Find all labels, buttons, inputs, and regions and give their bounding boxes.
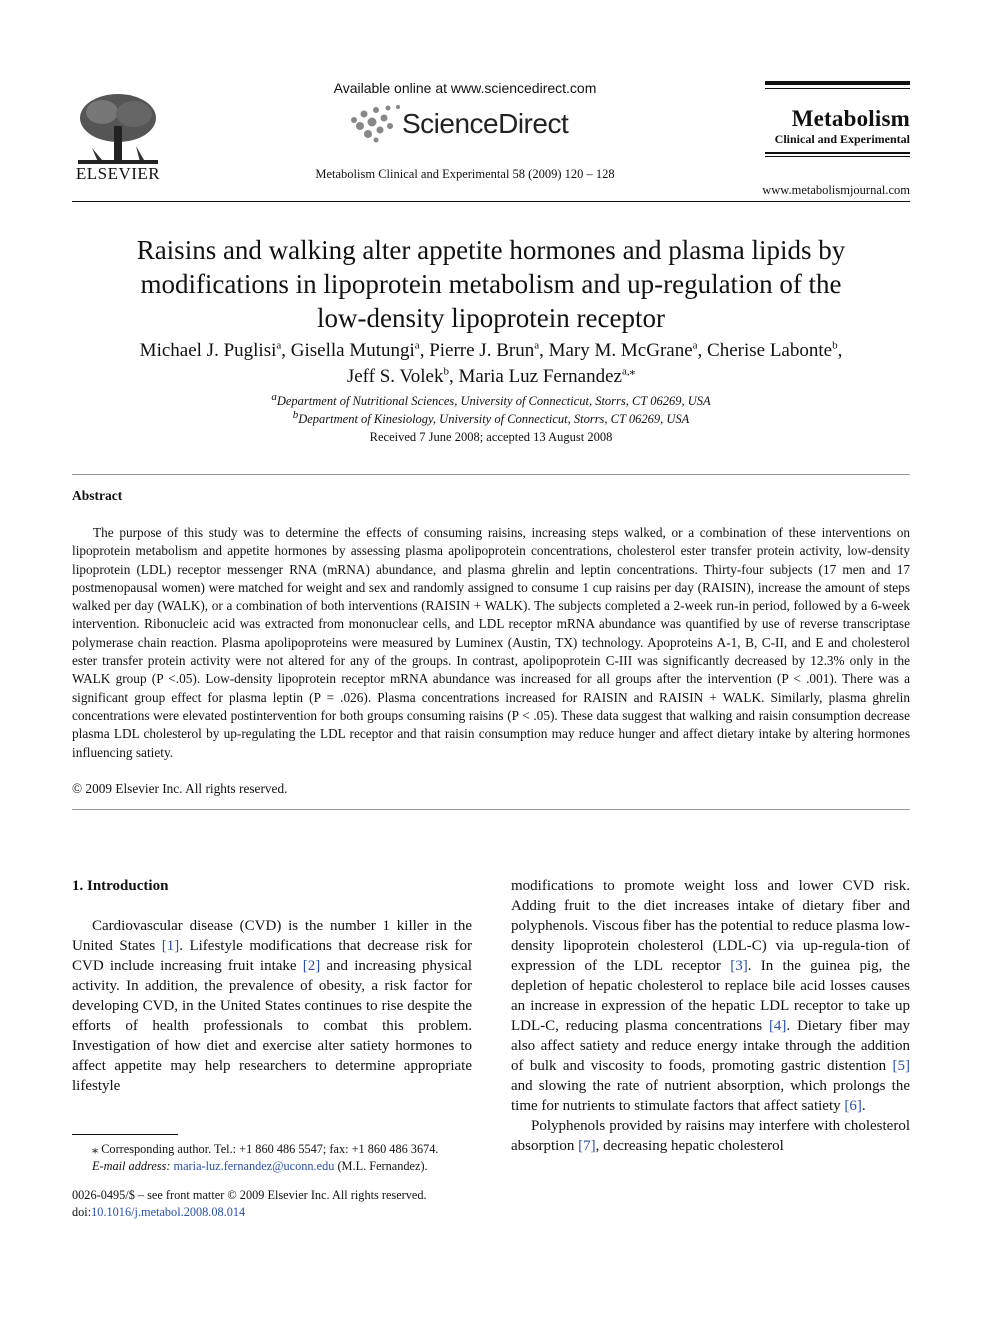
doi-line [72, 1205, 472, 1220]
text-run: Polyphenols provided by raisins may interfere with cholesterol absorption [511, 1118, 910, 1154]
header-divider [72, 201, 910, 202]
paragraph [511, 876, 910, 1116]
journal-citation: Metabolism Clinical and Experimental 58 (2009) 120 – 128 [315, 167, 615, 181]
author-affiliation-mark: a [414, 339, 420, 352]
author-separator: , [419, 340, 430, 361]
title-line: low-density lipoprotein receptor [317, 303, 665, 333]
text-run: . In the guinea pig, the depletion of hepatic cholesterol to replace bile acid losses causes an increase in expression of the hepatic LDL receptor to take up LDL-C, reducing plasma concentrations [511, 958, 910, 1034]
author-separator: , [837, 340, 843, 361]
author-name: Michael J. Puglisi [139, 340, 277, 361]
author-name: Maria Luz Fernandez [458, 366, 622, 387]
affiliation-text: Department of Kinesiology, University of Connecticut, Storrs, CT 06269, USA [298, 412, 690, 426]
doi-link[interactable]: 10.1016/j.metabol.2008.08.014 [91, 1205, 246, 1219]
email-label: E-mail address: [92, 1159, 171, 1173]
affiliation [72, 408, 910, 427]
author-affiliation-mark: a [534, 339, 540, 352]
text-run: Cardiovascular disease (CVD) is the number 1 killer in the United States [72, 918, 472, 954]
author-name: Cherise Labonte [707, 340, 833, 361]
journal-url[interactable]: www.metabolismjournal.com [762, 183, 910, 197]
author-separator: , [281, 340, 291, 361]
affiliation-mark: a [271, 390, 277, 403]
author-affiliation-mark: b [443, 365, 449, 378]
author-separator: , [539, 340, 549, 361]
abstract-text: The purpose of this study was to determine the effects of consuming raisins, increasing steps walked, or a combination of these interventions on lipoprotein metabolism and appetite hormones by assessing plasma apolipoprotein concentrations, cholesterol ester transfer protein activity, low-density lipoprotein (LDL) receptor messenger RNA (mRNA) abundance, and plasma ghrelin and leptin concentrations. Thirty-four subjects (17 men and 17 postmenopausal women) were matched for weight and sex and randomly assigned to consume 1 cup raisins per day (RAISIN), increase the amount of steps walked per day (WALK), or a combination of both interventions (RAISIN + WALK). The subjects completed a 2-week run-in period, followed by a 6-week intervention. Ribonucleic acid was extracted from mononuclear cells, and LDL receptor mRNA abundance was quantified by use of reverse transcriptase polymerase chain reaction. Plasma apolipoproteins were measured by Luminex (Austin, TX) technology. Apoproteins A-1, B, C-II, and E and cholesterol ester transfer protein activity were not altered for any of the groups. In contrast, apolipoprotein C-III was significantly decreased by 12.3% only in the WALK group (P <.05). Low-density lipoprotein receptor mRNA abundance was increased for all groups after the intervention (P < .001). There was a significant group effect for plasma leptin (P = .026). Plasma concentrations increased for RAISIN and RAISIN + WALK. Similarly, plasma ghrelin concentrations were elevated postintervention for both groups consuming raisins (P < .05). These data suggest that walking and raisin consumption decrease plasma LDL cholesterol by up-regulating the LDL receptor and that raisin consumption may reduce hunger and affect dietary intake by altering hormones influencing satiety. [72, 525, 910, 760]
author-name: Jeff S. Volek [346, 366, 444, 387]
section-heading: 1. Introduction [72, 878, 169, 894]
masthead-rule [765, 156, 910, 157]
author-affiliation-mark: a [276, 339, 282, 352]
front-matter-note: 0026-0495/$ – see front matter © 2009 Elsevier Inc. All rights reserved. [72, 1188, 427, 1202]
masthead-rule [765, 152, 910, 154]
email-note [92, 1159, 472, 1174]
citation-link[interactable]: [2] [302, 958, 321, 974]
masthead-rule [765, 88, 910, 89]
citation-link[interactable]: [4] [768, 1018, 787, 1034]
doi-label: doi: [72, 1205, 92, 1219]
paragraph [72, 916, 472, 1096]
citation-link[interactable]: [6] [844, 1098, 862, 1114]
journal-subtitle: Clinical and Experimental [774, 132, 910, 146]
paragraph [511, 1116, 910, 1156]
received-dates: Received 7 June 2008; accepted 13 August 2008 [369, 430, 613, 444]
footnote-rule [72, 1134, 178, 1135]
author-list [72, 338, 910, 390]
right-column [511, 876, 910, 1156]
abstract-top-rule [72, 474, 910, 475]
text-run: . Dietary fiber may also affect satiety and reduce energy intake through the addition of bulk and viscosity to foods, promoting gastric distention [511, 1018, 910, 1074]
title-line: Raisins and walking alter appetite hormones and plasma lipids by [136, 235, 846, 265]
author-affiliation-mark: a [692, 339, 698, 352]
author-affiliation-mark: a,⁎ [622, 365, 636, 378]
left-column [72, 876, 472, 1096]
email-suffix: (M.L. Fernandez). [334, 1159, 428, 1173]
corresponding-author-note: ⁎ Corresponding author. Tel.: +1 860 486 5547; fax: +1 860 486 3674. [92, 1142, 439, 1156]
author-name: Mary M. McGrane [548, 340, 693, 361]
citation-link[interactable]: [5] [892, 1058, 910, 1074]
citation-link[interactable]: [7] [578, 1138, 596, 1154]
journal-name: Metabolism [791, 106, 910, 131]
abstract-bottom-rule [72, 809, 910, 810]
affiliation [72, 390, 910, 409]
abstract-heading: Abstract [72, 488, 123, 503]
author-separator: , [448, 366, 459, 387]
publisher-name: ELSEVIER [75, 164, 161, 183]
author-affiliation-mark: b [832, 339, 838, 352]
masthead-rule [765, 81, 910, 85]
article-title [72, 233, 910, 335]
text-run: and increasing physical activity. In addition, the prevalence of obesity, a risk factor for developing CVD, in the United States continues to rise despite the efforts of health professionals to combat this problem. Investigation of how diet and exercise alter satiety hormones to affect appetite may help researchers to determine appropriate lifestyle [72, 958, 472, 1094]
citation-link[interactable]: [3] [730, 958, 748, 974]
text-run: , decreasing hepatic cholesterol [595, 1138, 784, 1154]
author-name: Pierre J. Brun [429, 340, 535, 361]
text-run: . [861, 1098, 866, 1114]
text-run: and slowing the rate of nutrient absorption, which prolongs the time for nutrients to stimulate factors that affect satiety [511, 1078, 910, 1114]
affiliation-text: Department of Nutritional Sciences, University of Connecticut, Storrs, CT 06269, USA [276, 394, 711, 408]
sciencedirect-wordmark: ScienceDirect [402, 108, 569, 139]
title-line: modifications in lipoprotein metabolism and up-regulation of the [140, 269, 842, 299]
text-run: modifications to promote weight loss and lower CVD risk. Adding fruit to the diet increases intake of dietary fiber and polyphenols. Viscous fiber has the potential to reduce plasma low-density lipoprotein cholesterol (LDL-C) via up-regula-tion of expression of the LDL receptor [511, 878, 910, 974]
author-separator: , [697, 340, 708, 361]
affiliation-mark: b [292, 408, 299, 421]
text-run: . Lifestyle modifications that decrease risk for CVD include increasing fruit intake [72, 938, 472, 974]
email-link[interactable]: maria-luz.fernandez@uconn.edu [173, 1159, 335, 1173]
abstract-copyright: © 2009 Elsevier Inc. All rights reserved. [72, 781, 288, 796]
available-online-text[interactable]: Available online at www.sciencedirect.com [333, 80, 597, 96]
author-name: Gisella Mutungi [290, 340, 415, 361]
citation-link[interactable]: [1] [161, 938, 180, 954]
